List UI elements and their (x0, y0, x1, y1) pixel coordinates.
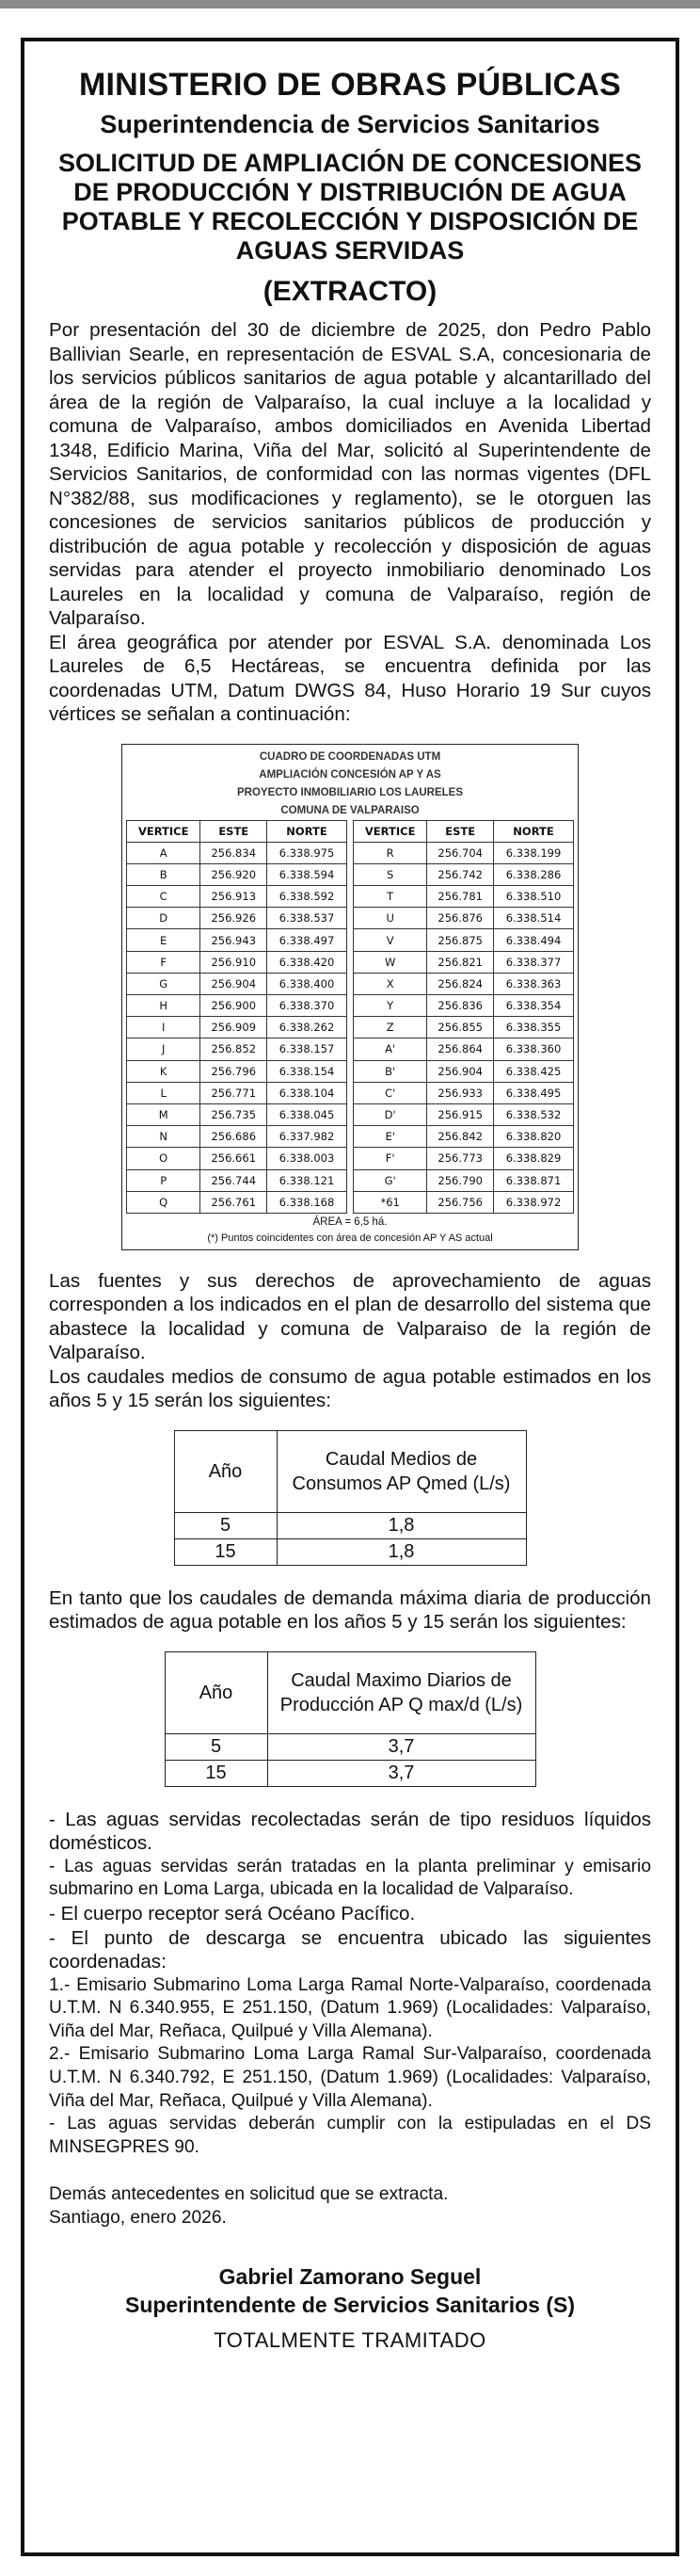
mean-flow-year-header: Año (174, 1430, 277, 1512)
cell-vertex-left: A (127, 842, 200, 863)
cell-east-left: 256.796 (200, 1060, 267, 1082)
mean-flow-value-header: Caudal Medios de Consumos AP Qmed (L/s) (277, 1430, 526, 1512)
column-gap (346, 863, 353, 885)
notice-frame (21, 38, 679, 2556)
column-gap (346, 973, 353, 994)
table-row (127, 842, 574, 863)
cell-vertex-right: W (353, 951, 426, 973)
table-row (127, 863, 574, 885)
col-header-vertice-right: VERTICE (353, 820, 426, 842)
coordinates-title-1: CUADRO DE COORDENADAS UTM (259, 750, 441, 763)
cell-vertex-right: S (353, 863, 426, 885)
mean-flows-intro: Los caudales medios de consumo de agua potable estimados en los años 5 y 15 serán los siguientes: (49, 1365, 651, 1412)
table-row (127, 1191, 574, 1213)
column-gap (346, 1148, 353, 1169)
table-row (127, 1017, 574, 1038)
col-header-norte-left: NORTE (267, 820, 347, 842)
cell-north-right: 6.338.510 (494, 886, 574, 908)
max-flow-value-header: Caudal Maximo Diarios de Producción AP Q max/d (L/s) (267, 1651, 535, 1733)
cell-vertex-right: C' (353, 1082, 426, 1103)
cell-north-left: 6.338.592 (267, 886, 347, 908)
cell-east-right: 256.864 (427, 1038, 494, 1060)
cell-north-left: 6.338.262 (267, 1017, 347, 1038)
superintendency-heading: Superintendencia de Servicios Sanitarios (100, 110, 600, 138)
cell-north-left: 6.338.537 (267, 908, 347, 929)
cell-vertex-right: T (353, 886, 426, 908)
intro-paragraph: Por presentación del 30 de diciembre de 2025, don Pedro Pablo Ballivian Searle, en representación de ESVAL S.A, concesionaria de los servicios públicos sanitarios de agua potable y alcantarillado del área de la región de Valparaíso, la cual incluye a la localidad y comuna de Valparaíso, ambos domiciliados en Avenida Libertad 1348, Edificio Marina, Viña del Mar, solicitó al Superintendente de Servicios Sanitarios, de conformidad con las normas vigentes (DFL N°382/88, sus modificaciones y reglamento), se le otorguen las concesiones de servicios sanitarios públicos de producción y distribución de agua potable y recolección y disposición de aguas servidas para atender el proyecto inmobiliario denominado Los Laureles en la localidad y comuna de Valparaíso, región de Valparaíso. (49, 319, 651, 629)
coordinates-title-3: PROYECTO INMOBILIARIO LOS LAURELES (236, 786, 464, 798)
bullet-discharge-point: - El punto de descarga se encuentra ubicado las siguientes coordenadas: (49, 1926, 651, 1973)
coincident-points-note: (*) Puntos coincidentes con área de concesión AP Y AS actual (207, 1232, 493, 1244)
column-gap (346, 1191, 353, 1213)
cell-north-left: 6.338.045 (267, 1103, 347, 1125)
cell-vertex-left: P (127, 1169, 200, 1191)
table-row (127, 1038, 574, 1060)
bullet-waste-type: - Las aguas servidas recolectadas serán de tipo residuos líquidos domésticos. (49, 1808, 651, 1855)
column-gap (346, 929, 353, 951)
mean-flow-header-row (174, 1430, 526, 1512)
mean-flow-value: 1,8 (277, 1538, 526, 1565)
column-gap (346, 1169, 353, 1191)
cell-east-right: 256.875 (427, 929, 494, 951)
max-flow-header-row (165, 1651, 535, 1733)
cell-north-right: 6.338.495 (494, 1082, 574, 1103)
max-flow-value: 3,7 (267, 1760, 535, 1786)
cell-north-left: 6.338.420 (267, 951, 347, 973)
cell-east-left: 256.744 (200, 1169, 267, 1191)
cell-east-right: 256.773 (427, 1148, 494, 1169)
sources-paragraph: Las fuentes y sus derechos de aprovechamiento de aguas corresponden a los indicados en el plan de desarrollo del sistema que abastece la localidad y comuna de Valparaiso de la región de Valparaíso. (49, 1269, 651, 1364)
cell-north-right: 6.338.425 (494, 1060, 574, 1082)
table-row (127, 1169, 574, 1191)
cell-east-right: 256.824 (427, 973, 494, 994)
mean-flow-year: 15 (174, 1538, 277, 1565)
cell-north-left: 6.338.121 (267, 1169, 347, 1191)
cell-north-right: 6.338.199 (494, 842, 574, 863)
signer-name: Gabriel Zamorano Seguel (218, 2263, 482, 2289)
max-flow-year-header: Año (165, 1651, 267, 1733)
coordinates-title-4: COMUNA DE VALPARAISO (280, 804, 420, 816)
max-flow-value: 3,7 (267, 1733, 535, 1760)
cell-vertex-right: X (353, 973, 426, 994)
coordinates-table-box (121, 744, 579, 1250)
discharge-point-2: 2.- Emisario Submarino Loma Larga Ramal Sur-Valparaíso, coordenada U.T.M. N 6.340.792, E 251.150, (Datum 1.969) (Localidades: Valparaíso, Viña del Mar, Reñaca, Quilpué y Villa Alemana). (49, 2044, 651, 2111)
closing-antecedents: Demás antecedentes en solicitud que se extracta. (49, 2184, 449, 2205)
cell-east-right: 256.790 (427, 1169, 494, 1191)
cell-north-left: 6.338.975 (267, 842, 347, 863)
table-row (127, 951, 574, 973)
cell-vertex-right: B' (353, 1060, 426, 1082)
cell-east-left: 256.926 (200, 908, 267, 929)
cell-vertex-left: N (127, 1126, 200, 1148)
cell-north-right: 6.338.829 (494, 1148, 574, 1169)
cell-east-right: 256.781 (427, 886, 494, 908)
extract-label: (EXTRACTO) (262, 276, 438, 307)
coordinates-table-body (127, 842, 574, 1213)
cell-vertex-left: F (127, 951, 200, 973)
cell-east-right: 256.821 (427, 951, 494, 973)
top-border-bar (0, 0, 700, 8)
cell-east-right: 256.933 (427, 1082, 494, 1103)
cell-vertex-right: Z (353, 1017, 426, 1038)
cell-vertex-left: L (127, 1082, 200, 1103)
col-header-vertice-left: VERTICE (127, 820, 200, 842)
column-gap (346, 1126, 353, 1148)
cell-north-right: 6.338.871 (494, 1169, 574, 1191)
cell-north-left: 6.337.982 (267, 1126, 347, 1148)
coordinates-header-row (127, 820, 574, 842)
column-gap (346, 1060, 353, 1082)
cell-north-left: 6.338.003 (267, 1148, 347, 1169)
cell-east-right: 256.704 (427, 842, 494, 863)
cell-vertex-right: Y (353, 995, 426, 1017)
cell-east-right: 256.855 (427, 1017, 494, 1038)
cell-vertex-left: G (127, 973, 200, 994)
mean-flow-table (174, 1430, 527, 1566)
column-gap (346, 995, 353, 1017)
cell-vertex-right: U (353, 908, 426, 929)
mean-flow-year: 5 (174, 1512, 277, 1538)
col-header-norte-right: NORTE (494, 820, 574, 842)
cell-north-right: 6.338.360 (494, 1038, 574, 1060)
table-row (127, 995, 574, 1017)
cell-east-right: 256.836 (427, 995, 494, 1017)
cell-east-left: 256.686 (200, 1126, 267, 1148)
cell-vertex-right: E' (353, 1126, 426, 1148)
cell-north-left: 6.338.157 (267, 1038, 347, 1060)
cell-vertex-right: R (353, 842, 426, 863)
column-gap (346, 1082, 353, 1103)
cell-north-left: 6.338.104 (267, 1082, 347, 1103)
table-row (127, 908, 574, 929)
table-row (127, 1060, 574, 1082)
processing-status: TOTALMENTE TRAMITADO (214, 2327, 486, 2352)
cell-north-right: 6.338.532 (494, 1103, 574, 1125)
cell-north-right: 6.338.377 (494, 951, 574, 973)
cell-east-right: 256.876 (427, 908, 494, 929)
col-header-este-left: ESTE (200, 820, 267, 842)
cell-vertex-right: F' (353, 1148, 426, 1169)
cell-north-right: 6.338.820 (494, 1126, 574, 1148)
cell-east-right: 256.904 (427, 1060, 494, 1082)
table-row (127, 929, 574, 951)
discharge-point-1: 1.- Emisario Submarino Loma Larga Ramal Norte-Valparaíso, coordenada U.T.M. N 6.340.955, E 251.150, (Datum 1.969) (Localidades: Valparaíso, Viña del Mar, Reñaca, Quilpué y Villa Alemana). (49, 1974, 651, 2041)
coordinates-table (126, 820, 574, 1214)
column-gap (346, 842, 353, 863)
max-flow-year: 5 (165, 1733, 267, 1760)
cell-east-left: 256.920 (200, 863, 267, 885)
cell-vertex-left: I (127, 1017, 200, 1038)
cell-vertex-left: O (127, 1148, 200, 1169)
area-paragraph: El área geográfica por atender por ESVAL S.A. denominada Los Laureles de 6,5 Hectáreas, se encuentra definida por las coordenadas UTM, Datum DWGS 84, Huso Horario 19 Sur cuyos vértices se señalan a continuación: (49, 631, 651, 725)
bullet-treatment: - Las aguas servidas serán tratadas en la planta preliminar y emisario submarino en Loma Larga, ubicada en la localidad de Valparaíso. (49, 1856, 651, 1900)
cell-vertex-left: J (127, 1038, 200, 1060)
max-flow-year: 15 (165, 1760, 267, 1786)
cell-north-right: 6.338.972 (494, 1191, 574, 1213)
coordinates-title-2: AMPLIACIÓN CONCESIÓN AP Y AS (259, 768, 441, 781)
cell-east-left: 256.761 (200, 1191, 267, 1213)
mean-flow-value: 1,8 (277, 1512, 526, 1538)
cell-east-left: 256.771 (200, 1082, 267, 1103)
cell-vertex-left: H (127, 995, 200, 1017)
max-flow-table (165, 1651, 536, 1787)
cell-east-left: 256.852 (200, 1038, 267, 1060)
cell-north-right: 6.338.363 (494, 973, 574, 994)
table-row (127, 973, 574, 994)
table-row (127, 1082, 574, 1103)
table-row (127, 1126, 574, 1148)
table-row (127, 1103, 574, 1125)
cell-vertex-right: V (353, 929, 426, 951)
cell-east-left: 256.904 (200, 973, 267, 994)
column-gap (346, 1017, 353, 1038)
cell-north-right: 6.338.354 (494, 995, 574, 1017)
signature-block (49, 2262, 651, 2357)
cell-east-right: 256.742 (427, 863, 494, 885)
cell-north-right: 6.338.514 (494, 908, 574, 929)
cell-vertex-left: C (127, 886, 200, 908)
cell-north-left: 6.338.594 (267, 863, 347, 885)
cell-east-left: 256.735 (200, 1103, 267, 1125)
cell-north-left: 6.338.370 (267, 995, 347, 1017)
column-gap (346, 908, 353, 929)
table-row (127, 886, 574, 908)
table-row (165, 1760, 535, 1786)
cell-north-left: 6.338.154 (267, 1060, 347, 1082)
cell-vertex-left: K (127, 1060, 200, 1082)
cell-vertex-right: *61 (353, 1191, 426, 1213)
cell-vertex-right: G' (353, 1169, 426, 1191)
cell-east-left: 256.943 (200, 929, 267, 951)
cell-north-right: 6.338.355 (494, 1017, 574, 1038)
column-gap (346, 951, 353, 973)
request-title: SOLICITUD DE AMPLIACIÓN DE CONCESIONES DE PRODUCCIÓN Y DISTRIBUCIÓN DE AGUA POTABLE Y RECOLECCIÓN Y DISPOSICIÓN DE AGUAS SERVIDAS (57, 149, 643, 265)
cell-east-left: 256.909 (200, 1017, 267, 1038)
col-header-este-right: ESTE (427, 820, 494, 842)
cell-east-right: 256.842 (427, 1126, 494, 1148)
cell-north-left: 6.338.497 (267, 929, 347, 951)
signer-title: Superintendente de Servicios Sanitarios (S) (124, 2292, 575, 2317)
column-gap (346, 1103, 353, 1125)
cell-east-right: 256.915 (427, 1103, 494, 1125)
cell-east-left: 256.913 (200, 886, 267, 908)
bullet-compliance: - Las aguas servidas deberán cumplir con la estipuladas en el DS MINSEGPRES 90. (49, 2114, 651, 2157)
table-row (165, 1733, 535, 1760)
cell-east-left: 256.834 (200, 842, 267, 863)
cell-east-left: 256.661 (200, 1148, 267, 1169)
cell-north-left: 6.338.168 (267, 1191, 347, 1213)
area-total: ÁREA = 6,5 há. (312, 1216, 388, 1228)
cell-north-right: 6.338.286 (494, 863, 574, 885)
ministry-heading: MINISTERIO DE OBRAS PÚBLICAS (78, 67, 622, 103)
cell-north-left: 6.338.400 (267, 973, 347, 994)
column-gap (346, 820, 353, 842)
cell-vertex-left: E (127, 929, 200, 951)
cell-east-right: 256.756 (427, 1191, 494, 1213)
cell-vertex-right: D' (353, 1103, 426, 1125)
column-gap (346, 886, 353, 908)
cell-vertex-left: M (127, 1103, 200, 1125)
cell-east-left: 256.900 (200, 995, 267, 1017)
table-row (174, 1538, 526, 1565)
closing-place-date: Santiago, enero 2026. (49, 2207, 227, 2228)
cell-vertex-left: Q (127, 1191, 200, 1213)
bullet-receiving-body: - El cuerpo receptor será Océano Pacífico. (49, 1903, 416, 1925)
column-gap (346, 1038, 353, 1060)
spacer (49, 2159, 651, 2183)
cell-vertex-left: B (127, 863, 200, 885)
table-row (174, 1512, 526, 1538)
table-row (127, 1148, 574, 1169)
cell-north-right: 6.338.494 (494, 929, 574, 951)
cell-vertex-right: A' (353, 1038, 426, 1060)
cell-east-left: 256.910 (200, 951, 267, 973)
max-flows-intro: En tanto que los caudales de demanda máxima diaria de producción estimados de agua potable en los años 5 y 15 serán los siguientes: (49, 1586, 651, 1634)
cell-vertex-left: D (127, 908, 200, 929)
